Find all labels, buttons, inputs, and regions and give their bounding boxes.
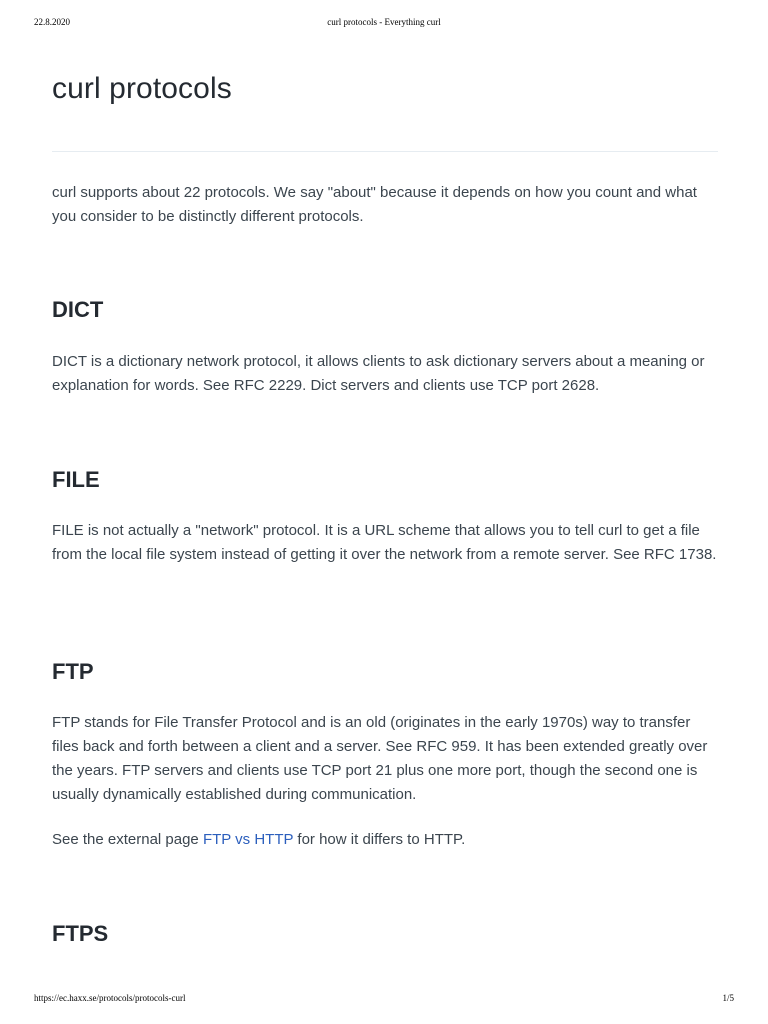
title-divider	[52, 151, 718, 152]
see-also-prefix: See the external page	[52, 831, 203, 848]
heading-file: FILE	[52, 467, 100, 492]
ftp-vs-http-link[interactable]: FTP vs HTTP	[202, 831, 294, 848]
ftp-paragraph: FTP stands for File Transfer Protocol and is an old (originates in the early 1970s) way to transfer files back and forth between a client and a server. See RFC 959. It has been extended greatly over the years. FTP servers and clients use TCP port 21 plus one more port, though the second one is usually dynamically established during communication.	[52, 714, 708, 803]
file-paragraph: FILE is not actually a "network" protocol. It is a URL scheme that allows you to tell curl to get a file from the local file system instead of getting it over the network from a remote server. See RFC 1738.	[52, 522, 717, 563]
print-page-number: 1/5	[722, 993, 734, 1003]
print-url: https://ec.haxx.se/protocols/protocols-curl	[34, 993, 186, 1003]
heading-ftps: FTPS	[52, 921, 109, 946]
heading-dict: DICT	[52, 297, 104, 322]
dict-paragraph: DICT is a dictionary network protocol, it allows clients to ask dictionary servers about a meaning or explanation for words. See RFC 2229. Dict servers and clients use TCP port 2628.	[52, 353, 705, 394]
ftp-see-also-paragraph	[52, 828, 718, 852]
page-title: curl protocols	[52, 72, 232, 105]
see-also-suffix: for how it differs to HTTP.	[293, 831, 466, 848]
intro-paragraph: curl supports about 22 protocols. We say "about" because it depends on how you count and what you consider to be distinctly different protocols.	[52, 184, 697, 225]
print-date: 22.8.2020	[34, 17, 70, 27]
heading-ftp: FTP	[52, 659, 94, 684]
print-page-title: curl protocols - Everything curl	[327, 17, 441, 27]
